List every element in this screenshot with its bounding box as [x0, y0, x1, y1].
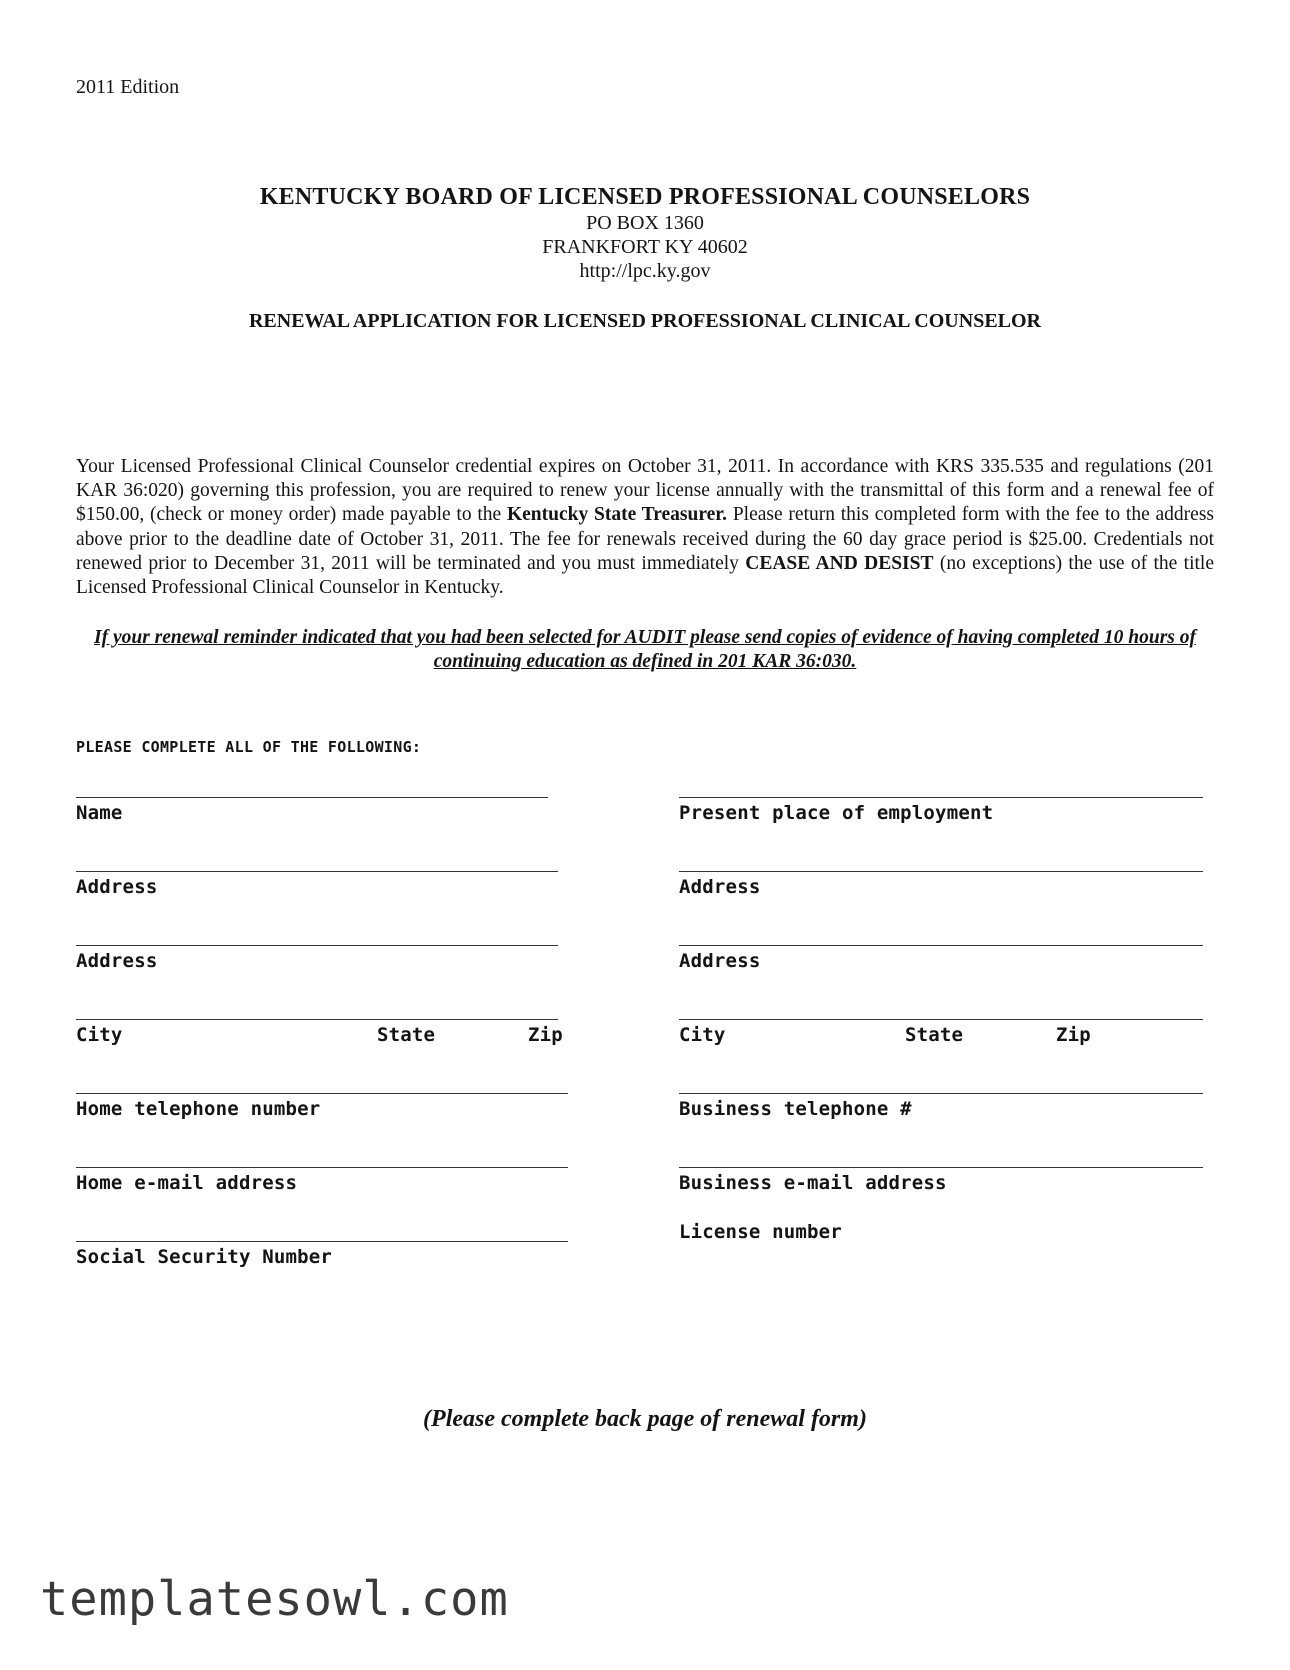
name-label: Name: [76, 802, 123, 824]
home-address-label-1: Address: [76, 876, 158, 898]
city-line: FRANKFORT KY 40602: [542, 236, 748, 258]
home-address-field-1[interactable]: [76, 871, 558, 872]
business-address-field-1[interactable]: [679, 871, 1203, 872]
employment-field[interactable]: [679, 797, 1203, 798]
renewal-paragraph: [76, 455, 1214, 600]
ssn-label: Social Security Number: [76, 1246, 333, 1268]
paragraph-text-2: Please return this completed form with the fee to the address above prior to the deadline date of October 31, 2011. The fee for renewals received during the 60 day grace period is $25.00. Credentials not renewed prior to December 31, 2011 will be terminated and you must immediately: [76, 504, 1214, 574]
business-email-field[interactable]: [679, 1167, 1203, 1168]
business-address-label-2: Address: [679, 950, 761, 972]
home-state-label: State: [377, 1024, 436, 1046]
business-telephone-field[interactable]: [679, 1093, 1203, 1094]
home-city-label: City: [76, 1024, 123, 1046]
home-address-field-2[interactable]: [76, 945, 558, 946]
business-address-field-2[interactable]: [679, 945, 1203, 946]
name-field[interactable]: [76, 797, 548, 798]
instruction-heading: PLEASE COMPLETE ALL OF THE FOLLOWING:: [76, 738, 422, 756]
ssn-field[interactable]: [76, 1241, 568, 1242]
form-title: RENEWAL APPLICATION FOR LICENSED PROFESSIONAL CLINICAL COUNSELOR: [248, 310, 1041, 332]
watermark-text: templatesowl.com: [40, 1572, 509, 1627]
home-zip-label: Zip: [528, 1024, 563, 1046]
employment-label: Present place of employment: [679, 802, 994, 824]
payee-name: Kentucky State Treasurer.: [506, 504, 728, 526]
edition-label: 2011 Edition: [76, 76, 180, 98]
business-email-label: Business e-mail address: [679, 1172, 947, 1194]
home-address-label-2: Address: [76, 950, 158, 972]
home-email-field[interactable]: [76, 1167, 568, 1168]
paragraph-text-1: Your Licensed Professional Clinical Counselor credential expires on October 31, 2011. In accordance with KRS 335.535 and regulations (201 KAR 36:020) governing this profession, you are required to renew your license annually with the transmittal of this form and a renewal fee of $150.00, (check or money order) made payable to the: [76, 456, 1214, 526]
website-link[interactable]: http://lpc.ky.gov: [579, 260, 711, 282]
business-city-label: City: [679, 1024, 726, 1046]
home-email-label: Home e-mail address: [76, 1172, 298, 1194]
back-page-note: (Please complete back page of renewal form): [423, 1406, 867, 1432]
organization-name: KENTUCKY BOARD OF LICENSED PROFESSIONAL COUNSELORS: [259, 184, 1031, 210]
license-number-label: License number: [679, 1221, 842, 1243]
po-box: PO BOX 1360: [586, 212, 704, 234]
home-city-state-zip-field[interactable]: [76, 1019, 558, 1020]
home-telephone-field[interactable]: [76, 1093, 568, 1094]
business-zip-label: Zip: [1056, 1024, 1091, 1046]
cease-desist-text: CEASE AND DESIST: [745, 552, 934, 574]
business-telephone-label: Business telephone #: [679, 1098, 912, 1120]
audit-notice: If your renewal reminder indicated that you had been selected for AUDIT please send copies of evidence of having completed 10 hours of continuing education as defined in 201 KAR 36:030.: [93, 627, 1196, 673]
home-telephone-label: Home telephone number: [76, 1098, 321, 1120]
business-city-state-zip-field[interactable]: [679, 1019, 1203, 1020]
business-state-label: State: [905, 1024, 964, 1046]
business-address-label-1: Address: [679, 876, 761, 898]
paragraph-text-3: (no exceptions) the use of the title Licensed Professional Clinical Counselor in Kentucky.: [76, 552, 1214, 599]
